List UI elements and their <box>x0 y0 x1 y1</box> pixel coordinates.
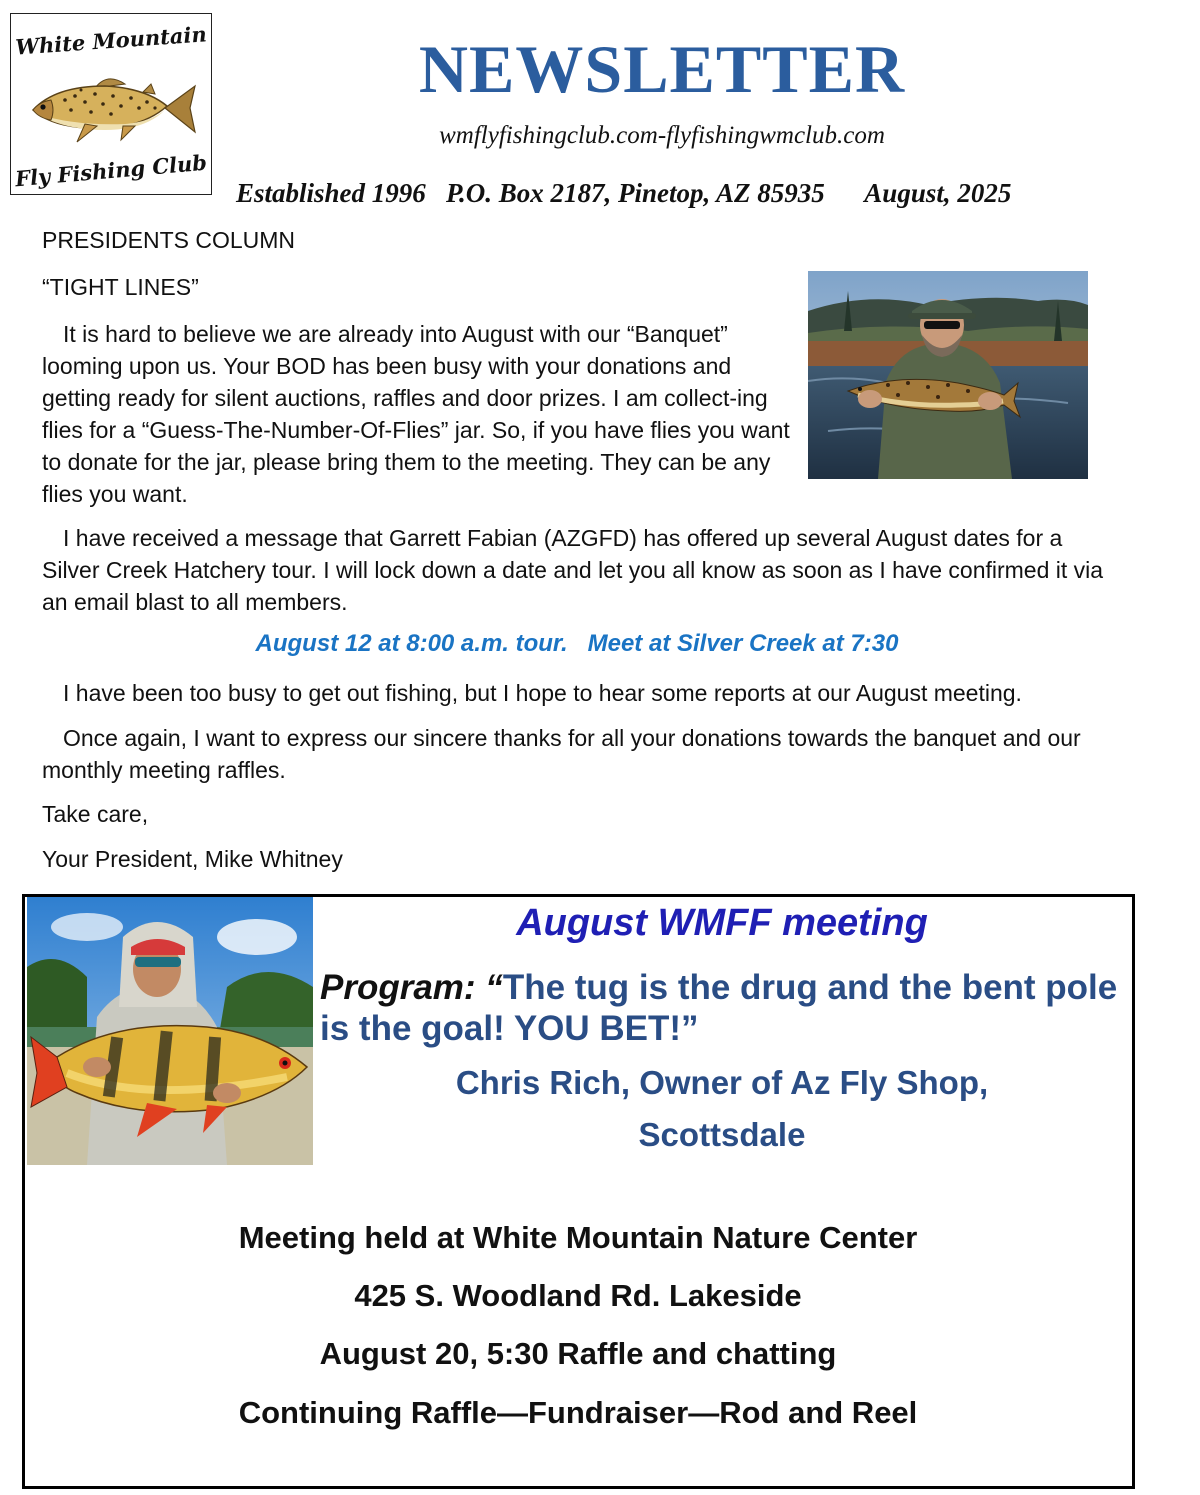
established-line: Established 1996 P.O. Box 2187, Pinetop, AZ 85935 August, 2025 <box>236 178 1012 208</box>
trout-icon <box>25 64 197 152</box>
peacock-bass-photo <box>27 897 313 1165</box>
column-paragraph-3 <box>42 677 1142 709</box>
paragraph-text: Once again, I want to express our sincere thanks for all your donations towards the banquet and our monthly meeting raffles. <box>42 725 1081 783</box>
meeting-address: 425 S. Woodland Rd. Lakeside <box>354 1278 802 1313</box>
program-label: Program: “ <box>320 968 503 1007</box>
column-subheading: “TIGHT LINES” <box>42 274 199 300</box>
tour-notice: August 12 at 8:00 a.m. tour. Meet at Silver Creek at 7:30 <box>255 630 899 657</box>
meeting-title: August WMFF meeting <box>516 902 928 944</box>
speaker-info <box>320 1057 1124 1161</box>
paragraph-text: I have received a message that Garrett Fabian (AZGFD) has offered up several August dates for a Silver Creek Hatchery tour. I will lock down a date and let you all know as soon as I have confirmed it via an email blast to all members. <box>42 525 1104 615</box>
raffle-notice: Continuing Raffle—Fundraiser—Rod and Reel <box>238 1395 918 1430</box>
speaker-line-1: Chris Rich, Owner of Az Fly Shop, <box>455 1064 989 1101</box>
website-links: wmflyfishingclub.com-flyfishingwmclub.com <box>439 122 885 149</box>
newsletter-title: NEWSLETTER <box>418 31 906 107</box>
club-logo <box>10 13 212 195</box>
column-heading: PRESIDENTS COLUMN <box>42 227 296 253</box>
paragraph-text: It is hard to believe we are already into August with our “Banquet” looming upon us. Your BOD has been busy with your donations and getting ready for silent auctions, raffles and door prizes. I am collect-ing flies for a “Guess-The-Number-Of-Flies” jar. So, if you have flies you want to donate for the jar, please bring them to the meeting. They can be any flies you want. <box>42 321 790 507</box>
paragraph-text: I have been too busy to get out fishing, but I hope to hear some reports at our August meeting. <box>63 680 1022 706</box>
column-paragraph-2 <box>42 522 1112 618</box>
program-description <box>320 967 1120 1049</box>
closing-line: Take care, <box>42 801 149 827</box>
logo-text-bottom: Fly Fishing Club <box>14 149 208 192</box>
angler-trout-photo <box>808 271 1088 479</box>
meeting-datetime: August 20, 5:30 Raffle and chatting <box>319 1336 837 1371</box>
logo-text-top: White Mountain <box>14 21 208 60</box>
meeting-location: Meeting held at White Mountain Nature Center <box>238 1220 918 1255</box>
signature-line: Your President, Mike Whitney <box>42 846 343 872</box>
column-paragraph-1 <box>42 318 794 510</box>
program-text: The tug is the drug and the bent pole is the goal! YOU BET!” <box>320 968 1118 1048</box>
speaker-line-2: Scottsdale <box>638 1116 806 1153</box>
column-paragraph-4 <box>42 722 1112 786</box>
